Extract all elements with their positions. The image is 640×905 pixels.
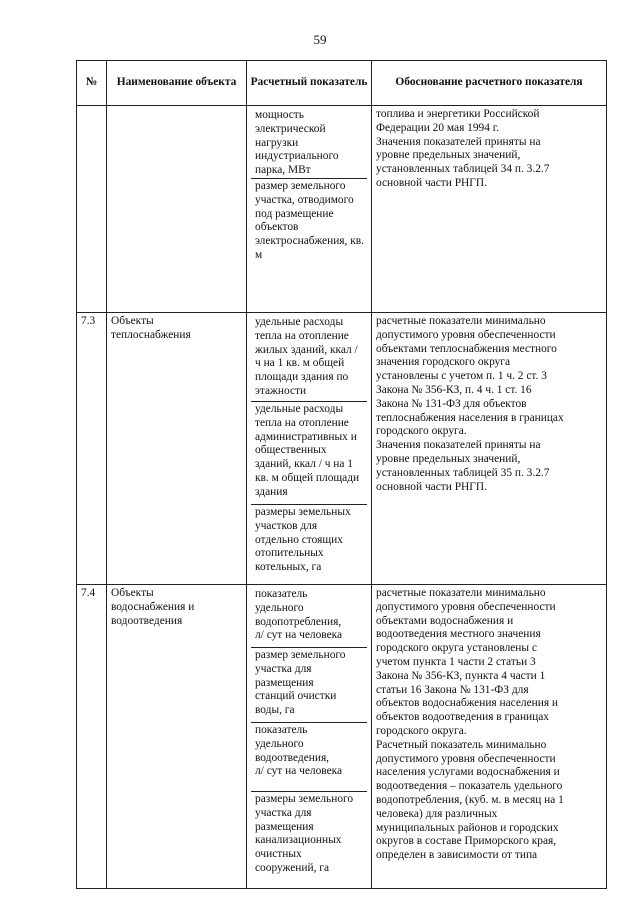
header-object-name: Наименование объекта — [107, 61, 247, 106]
indicator-item: показатель удельного водоотведения, л/ сут на человека — [251, 723, 367, 792]
table-row — [77, 585, 607, 889]
indicator-cell — [247, 585, 372, 889]
indicator-item: размеры земельных участков для отдельно стоящих отопительных котельных, га — [255, 506, 351, 574]
indicator-item: удельные расходы тепла на отопление жилых зданий, ккал / ч на 1 кв. м общей площади здания по этажности — [251, 315, 367, 402]
indicator-cell — [247, 313, 372, 585]
object-name: Объекты водоснабжения и водоотведения — [107, 585, 247, 889]
object-name — [107, 106, 247, 313]
justification-text: расчетные показатели минимально допустимого уровня обеспеченности объектами водоснабжения и водоотведения местного значения городского округа установлены с учетом пункта 1 части 2 статьи 3 Закона № 356-КЗ, пункта 4 части 1 статьи 16 Закона № 131-ФЗ для объектов водоснабжения населения и объектов водоотведения в границах городского округа. Расчетный показатель минимально допустимого уровня обеспеченности населения услугами водоснабжения и водоотведения – показатель удельного водопотребления, (куб. м. в месяц на 1 человека) для различных муниципальных районов и городских округов в составе Приморского края, определен в зависимости от типа — [372, 585, 607, 889]
indicator-item: размеры земельного участка для размещения канализационных очистных сооружений, га — [255, 793, 354, 874]
table-header-row — [77, 61, 607, 106]
header-justification: Обоснование расчетного показателя — [372, 61, 607, 106]
table-row — [77, 106, 607, 313]
indicator-item: мощность электрической нагрузки индустриального парка, МВт — [251, 108, 367, 179]
indicator-item: размер земельного участка для размещения станций очистки воды, га — [251, 648, 367, 723]
indicator-item: показатель удельного водопотребления, л/ сут на человека — [251, 587, 367, 648]
justification-text: топлива и энергетики Российской Федерации 20 мая 1994 г. Значения показателей приняты на уровне предельных значений, установленных таблицей 34 п. 3.2.7 основной части РНГП. — [372, 106, 607, 313]
indicator-item: удельные расходы тепла на отопление административных и общественных зданий, ккал / ч на 1 кв. м общей площади здания — [251, 402, 367, 505]
indicator-cell — [247, 106, 372, 313]
row-number — [77, 106, 107, 313]
indicator-item: размер земельного участка, отводимого под размещение объектов электроснабжения, кв. м — [255, 180, 364, 261]
row-number: 7.4 — [77, 585, 107, 889]
norms-table — [76, 60, 607, 889]
justification-text: расчетные показатели минимально допустимого уровня обеспеченности объектами теплоснабжения местного значения городского округа установлены с учетом п. 1 ч. 2 ст. 3 Закона № 356-КЗ, п. 4 ч. 1 ст. 16 Закона № 131-ФЗ для объектов теплоснабжения населения в границах городского округа. Значения показателей приняты на уровне предельных значений, установленных таблицей 35 п. 3.2.7 основной части РНГП. — [372, 313, 607, 585]
page-number: 59 — [313, 32, 327, 47]
header-number: № — [77, 61, 107, 106]
table-row — [77, 313, 607, 585]
header-indicator: Расчетный показатель — [247, 61, 372, 106]
row-number: 7.3 — [77, 313, 107, 585]
object-name: Объекты теплоснабжения — [107, 313, 247, 585]
